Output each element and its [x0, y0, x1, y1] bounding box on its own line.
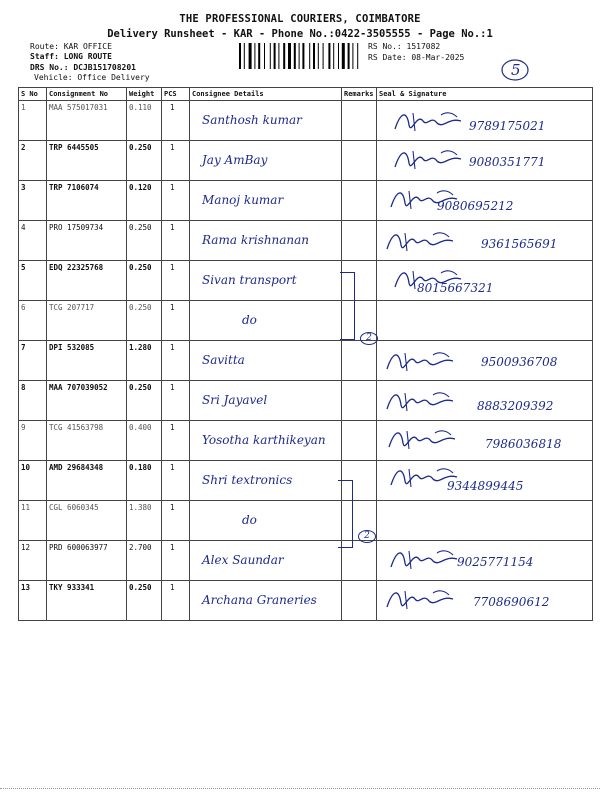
consignment-number: TKY 933341: [47, 581, 127, 621]
group-count-1: 2: [360, 332, 378, 345]
weight-value: 0.180: [127, 461, 162, 501]
seal-cell: [377, 581, 593, 621]
consignment-number: TRP 7106074: [47, 181, 127, 221]
row-sno: 12: [19, 541, 47, 581]
pcs-value: 1: [162, 381, 190, 421]
weight-value: 0.250: [127, 221, 162, 261]
table-row: [19, 221, 593, 261]
table-row: [19, 301, 593, 341]
consignment-number: AMD 29684348: [47, 461, 127, 501]
group-count-2: 2: [358, 530, 376, 543]
col-seal-header: Seal & Signature: [377, 88, 593, 101]
remarks-cell: [342, 101, 377, 141]
row-sno: 11: [19, 501, 47, 541]
consignee-cell: [190, 341, 342, 381]
consignee-name: do: [242, 313, 257, 327]
seal-cell: [377, 421, 593, 461]
consignee-name: Jay AmBay: [202, 153, 268, 167]
weight-value: 2.700: [127, 541, 162, 581]
col-remarks-header: Remarks: [342, 88, 377, 101]
consignee-cell: [190, 381, 342, 421]
receiver-phone: 8883209392: [477, 399, 554, 413]
staff-label: Staff: LONG ROUTE: [30, 52, 112, 61]
pcs-value: 1: [162, 541, 190, 581]
page-bottom-rule: [0, 788, 600, 790]
seal-cell: [377, 501, 593, 541]
consignment-number: TCG 207717: [47, 301, 127, 341]
remarks-cell: [342, 421, 377, 461]
consignment-number: MAA 575017031: [47, 101, 127, 141]
receiver-phone: 9025771154: [457, 555, 534, 569]
table-row: [19, 581, 593, 621]
receiver-phone: 9789175021: [469, 119, 546, 133]
receiver-phone: 7986036818: [485, 437, 562, 451]
remarks-cell: [342, 581, 377, 621]
consignee-name: Rama krishnanan: [202, 233, 310, 247]
table-row: [19, 101, 593, 141]
table-row: [19, 381, 593, 421]
col-pcs-header: PCS: [162, 88, 190, 101]
company-title: THE PROFESSIONAL COURIERS, COIMBATORE: [179, 13, 421, 25]
row-sno: 10: [19, 461, 47, 501]
seal-cell: [377, 541, 593, 581]
seal-cell: [377, 221, 593, 261]
route-label: Route: KAR OFFICE: [30, 42, 112, 51]
consignee-name: Archana Graneries: [202, 593, 317, 607]
row-sno: 7: [19, 341, 47, 381]
seal-cell: [377, 261, 593, 301]
seal-cell: [377, 181, 593, 221]
consignee-name: Savitta: [202, 353, 245, 367]
pcs-value: 1: [162, 101, 190, 141]
consignee-cell: [190, 221, 342, 261]
row-sno: 8: [19, 381, 47, 421]
signature-scribble: [391, 107, 477, 137]
remarks-cell: [342, 141, 377, 181]
row-sno: 5: [19, 261, 47, 301]
row-sno: 1: [19, 101, 47, 141]
receiver-phone: 9344899445: [447, 479, 524, 493]
consignee-cell: [190, 461, 342, 501]
receiver-phone: 9080351771: [469, 155, 546, 169]
consignee-name: Santhosh kumar: [202, 113, 302, 127]
receiver-phone: 9500936708: [481, 355, 558, 369]
pcs-value: 1: [162, 501, 190, 541]
rs-number: RS No.: 1517082: [368, 42, 441, 51]
row-sno: 9: [19, 421, 47, 461]
remarks-cell: [342, 181, 377, 221]
seal-cell: [377, 301, 593, 341]
consignee-cell: [190, 181, 342, 221]
runsheet-subtitle: Delivery Runsheet - KAR - Phone No.:0422-3505555 - Page No.:1: [107, 28, 493, 40]
table-row: [19, 181, 593, 221]
consignee-cell: [190, 301, 342, 341]
pcs-value: 1: [162, 461, 190, 501]
consignment-number: TRP 6445505: [47, 141, 127, 181]
row-sno: 6: [19, 301, 47, 341]
signature-scribble: [391, 145, 477, 175]
consignee-name: Shri textronics: [202, 473, 293, 487]
vehicle-label: Vehicle: Office Delivery: [34, 73, 150, 82]
runsheet-table: [18, 87, 593, 621]
col-weight-header: Weight: [127, 88, 162, 101]
consignee-cell: [190, 141, 342, 181]
pcs-value: 1: [162, 141, 190, 181]
consignee-cell: [190, 501, 342, 541]
drs-number: DRS No.: DCJB151708201: [30, 63, 136, 72]
col-consignee-header: Consignee Details: [190, 88, 342, 101]
signature-scribble: [385, 425, 471, 455]
remarks-cell: [342, 221, 377, 261]
handwritten-count-mark: [500, 58, 530, 82]
consignment-number: PRO 17509734: [47, 221, 127, 261]
weight-value: 0.400: [127, 421, 162, 461]
consignment-number: CGL 6060345: [47, 501, 127, 541]
receiver-phone: 7708690612: [473, 595, 550, 609]
seal-cell: [377, 101, 593, 141]
weight-value: 0.120: [127, 181, 162, 221]
signature-scribble: [383, 347, 469, 377]
signature-scribble: [383, 585, 469, 615]
receiver-phone: 9080695212: [437, 199, 514, 213]
pcs-value: 1: [162, 581, 190, 621]
pcs-value: 1: [162, 341, 190, 381]
weight-value: 0.250: [127, 381, 162, 421]
group-bracket-2: [338, 480, 353, 548]
consignee-cell: [190, 261, 342, 301]
seal-cell: [377, 341, 593, 381]
consignment-number: MAA 707039052: [47, 381, 127, 421]
table-row: [19, 421, 593, 461]
remarks-cell: [342, 341, 377, 381]
consignee-name: do: [242, 513, 257, 527]
row-sno: 4: [19, 221, 47, 261]
consignment-number: TCG 41563798: [47, 421, 127, 461]
row-sno: 13: [19, 581, 47, 621]
weight-value: 0.110: [127, 101, 162, 141]
seal-cell: [377, 381, 593, 421]
pcs-value: 1: [162, 301, 190, 341]
row-sno: 2: [19, 141, 47, 181]
col-consignment-header: Consignment No: [47, 88, 127, 101]
consignee-cell: [190, 541, 342, 581]
table-row: [19, 461, 593, 501]
weight-value: 0.250: [127, 141, 162, 181]
consignment-number: EDQ 22325768: [47, 261, 127, 301]
seal-cell: [377, 461, 593, 501]
consignment-number: PRD 600063977: [47, 541, 127, 581]
pcs-value: 1: [162, 181, 190, 221]
signature-scribble: [383, 387, 469, 417]
consignee-name: Alex Saundar: [202, 553, 284, 567]
receiver-phone: 9361565691: [481, 237, 558, 251]
consignee-name: Sri Jayavel: [202, 393, 268, 407]
weight-value: 0.250: [127, 261, 162, 301]
table-row: [19, 341, 593, 381]
table-row: [19, 261, 593, 301]
consignee-cell: [190, 421, 342, 461]
receiver-phone: 8015667321: [417, 281, 494, 295]
table-row: [19, 541, 593, 581]
consignee-name: Yosotha karthikeyan: [202, 433, 326, 447]
group-bracket-1: [340, 272, 355, 340]
weight-value: 1.280: [127, 341, 162, 381]
pcs-value: 1: [162, 261, 190, 301]
handwritten-count: 5: [511, 61, 521, 79]
table-row: [19, 141, 593, 181]
remarks-cell: [342, 381, 377, 421]
weight-value: 1.380: [127, 501, 162, 541]
consignee-name: Manoj kumar: [202, 193, 284, 207]
consignee-name: Sivan transport: [202, 273, 297, 287]
col-sno-header: S No: [19, 88, 47, 101]
barcode-image: [239, 43, 361, 69]
rs-date: RS Date: 08-Mar-2025: [368, 53, 465, 62]
consignee-cell: [190, 101, 342, 141]
table-row: [19, 501, 593, 541]
seal-cell: [377, 141, 593, 181]
signature-scribble: [383, 227, 469, 257]
pcs-value: 1: [162, 421, 190, 461]
row-sno: 3: [19, 181, 47, 221]
pcs-value: 1: [162, 221, 190, 261]
weight-value: 0.250: [127, 301, 162, 341]
consignment-number: DPI 532085: [47, 341, 127, 381]
weight-value: 0.250: [127, 581, 162, 621]
consignee-cell: [190, 581, 342, 621]
